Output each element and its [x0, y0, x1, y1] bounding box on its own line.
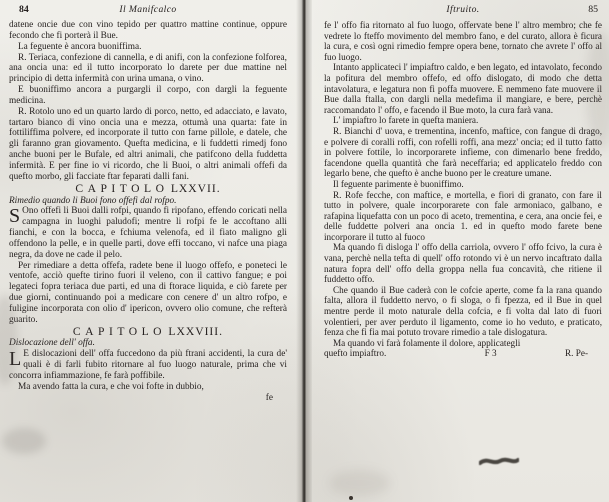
page-number-right: 85: [588, 4, 598, 15]
paragraph-recipe-rose: R. Rofe fecche, con maftice, e mortella, e fiori di granato, con fare il tutto in polvere, quale incorporarete con fale armoniaco, galbano, e rafapina liquefatta con un poco di aceto, trementina, e cera, ana oncie fei, e delle fuddette polveri ana oncia 1. ed in quefto modo farete bene incorporare il tutto al fuoco: [324, 189, 602, 242]
chapter-78-subtitle: Dislocazione dell' offa.: [9, 338, 95, 349]
paragraph-text: E dislocazioni dell' offa fuccedono da più ftrani accidenti, la cura de' quali è di farli fubito ritornare al fuo luogo naturale, prima che vi concorra infiammazione, fe farà poffibile.: [9, 349, 287, 381]
drop-cap-initial: S: [9, 205, 21, 228]
signature-mark: F 3: [484, 348, 497, 359]
paragraph-recipe-bianchi: R. Bianchi d' uova, e trementina, incenfo, maftice, con fangue di drago, e polvere di coralli roffi, con rofelli roffi, ana mezz' oncia; ed il tutto fatto in polvere fottile, lo incorporarete infieme, con dimenarlo bene freddo, facendone quella quantità che farà neceffaria; ed applicatelo freddo con legarlo bene, che quefto è anche buono per le creature umane.: [324, 125, 602, 179]
chapter-number: LXXVIII.: [168, 324, 224, 338]
chapter-word: CAPITOLO: [75, 181, 169, 195]
chapter-number: LXXVII.: [170, 181, 221, 195]
paragraph-rimediare: Per rimediare a detta offefa, radete bene il luogo offefo, e poneteci le ventofe, acciò quefte tirino fuori il veleno, con il cattivo fangue; e poi legateci fopra teriaca due parti, ed una di ftorace liquida, e ciò farete per due giorni, continuando poi a medicare con cenere d' un altro rofpo, e fuligine incorporata con olio d' ipericon, ovvero olio comune, che refterà guarito.: [9, 260, 287, 325]
paragraph: L' impiaftro lo farete in quefta maniera.: [333, 115, 479, 126]
paragraph-impiastro: Intanto applicateci l' impiaftro caldo, e ben legato, ed intavolato, fecondo la pofitura del membro offefo, ed offo dislogato, di modo che detta intavolatura, e legatura non fi poffa muovere. E nemmeno fate muovere il Bue dalla ftalla, con dargli nella medefima il mangiare, e bere, perchè raccomandato l' offo, e facendo il Bue moto, la cura farà vana.: [324, 62, 602, 115]
catchword-right: R. Pe-: [565, 348, 588, 359]
paragraph-carriola: Ma quando fi disloga l' offo della carriola, ovvero l' offo fcivo, la cura è vana, perchè nella tefta di quell' offo rotondo vi è un nervo incaftrato dalla natura fopra dell' offo della groppa nella fua concavità, che ritiene il fuddetto offo.: [324, 242, 602, 285]
catchword-left: fe: [265, 392, 273, 403]
right-page-last-line: [324, 348, 602, 359]
chapter-77-heading: [9, 181, 287, 196]
drop-cap-initial: L: [9, 348, 22, 371]
right-page-body: [324, 20, 602, 359]
paragraph-dolore-line1: Ma quando vi farà folamente il dolore, applicategli: [333, 337, 521, 348]
paragraph-dropcap: [9, 206, 287, 260]
chapter-77-subtitle: Rimedio quando li Buoi fono offefi dal rofpo.: [9, 195, 177, 206]
paragraph-text: Ono offefi li Buoi dalli rofpi, quando fi ripofano, effendo coricati nella campagna in luoghi paludofi; mentre li rofpi fe le accoftano alli fianchi, e con la bocca, e fchiuma velenofa, ed il fiato maligno gli offendono la pelle, e in quelle parti, dove effi toccano, vi nafce una piaga negra, da dove ne cade il pelo.: [9, 206, 287, 260]
paragraph: E buoniffimo ancora a purgargli il corpo, con dargli la feguente medicina.: [9, 85, 287, 106]
paragraph-continuation: datene oncie due con vino tepido per quattro mattine continue, oppure fecondo che fi porterà il Bue.: [9, 20, 287, 41]
right-page-header: [324, 5, 602, 19]
paragraph-dubbio: Ma avendo fatta la cura, e che voi fofte in dubbio,: [18, 381, 204, 392]
chapter-78-heading: [9, 324, 287, 339]
paragraph-dolore-line2: quefto impiaftro.: [324, 348, 387, 359]
paragraph: Il feguente parimente è buoniffimo.: [333, 178, 464, 189]
left-page: [0, 0, 296, 502]
paragraph: La feguente è ancora buoniffima.: [18, 41, 142, 52]
paragraph-rana: Che quando il Bue caderà con le cofcie aperte, come fa la rana quando falta, allora il fuddetto nervo, o fi sloga, o fi fpezza, ed il Bue in quel mentre perde il moto naturale della cofcia, e fi volta dal lato di fuori volentieri, per aver perduto il ligamento, come io ho veduto, e praticato, fenza che fi fia mai potuto trovare rimedio a tale dislogatura.: [324, 284, 602, 338]
right-page: [312, 0, 609, 502]
paragraph-continuation: fe l' offo fia ritornato al fuo luogo, offervate bene l' altro membro; che fe vedrete lo fteffo movimento del membro fano, e del curato, allora è ficura la cura, e così ogni rimedio fempre opera bene, tornato che avrete l' offo al fuo luogo.: [324, 20, 602, 62]
running-header-left: Il Manifcalco: [119, 4, 177, 15]
page-number-left: 84: [19, 4, 29, 15]
running-header-right: Iftruito.: [446, 4, 480, 15]
left-page-header: [9, 5, 287, 19]
paragraph-recipe-teriaca: R. Teriaca, confezione di cannella, e di anifi, con la confezione folforea, ana oncia una: ed il tutto incorporato lo darete per due mattine nel principio di detta infermità con urina umana, o vino.: [9, 52, 287, 85]
paragraph-dropcap: [9, 349, 287, 382]
paragraph-recipe-rotolo: R. Rotolo uno ed un quarto lardo di porco, netto, ed adacciato, e lavato, tartaro bianco di vino oncia una e mezza, ottumà una quarta: fate in fottiliffima polvere, ed incorporate il tutto con farne pillole, e datele, che gli faranno gran giovamento. Quefta medicina, e li fuddetti rimedj fono anche buoni per le Bufale, ed altri animali, che patifcono della fuddetta infermità. E per fine io vi ricordo, che li Buoi, o altri animali offefi da quefto morbo, gli facciate ftar feparati dalli fani.: [9, 106, 287, 182]
chapter-word: CAPITOLO: [72, 324, 167, 338]
book-gutter: [296, 0, 312, 502]
left-page-body: [9, 20, 287, 404]
